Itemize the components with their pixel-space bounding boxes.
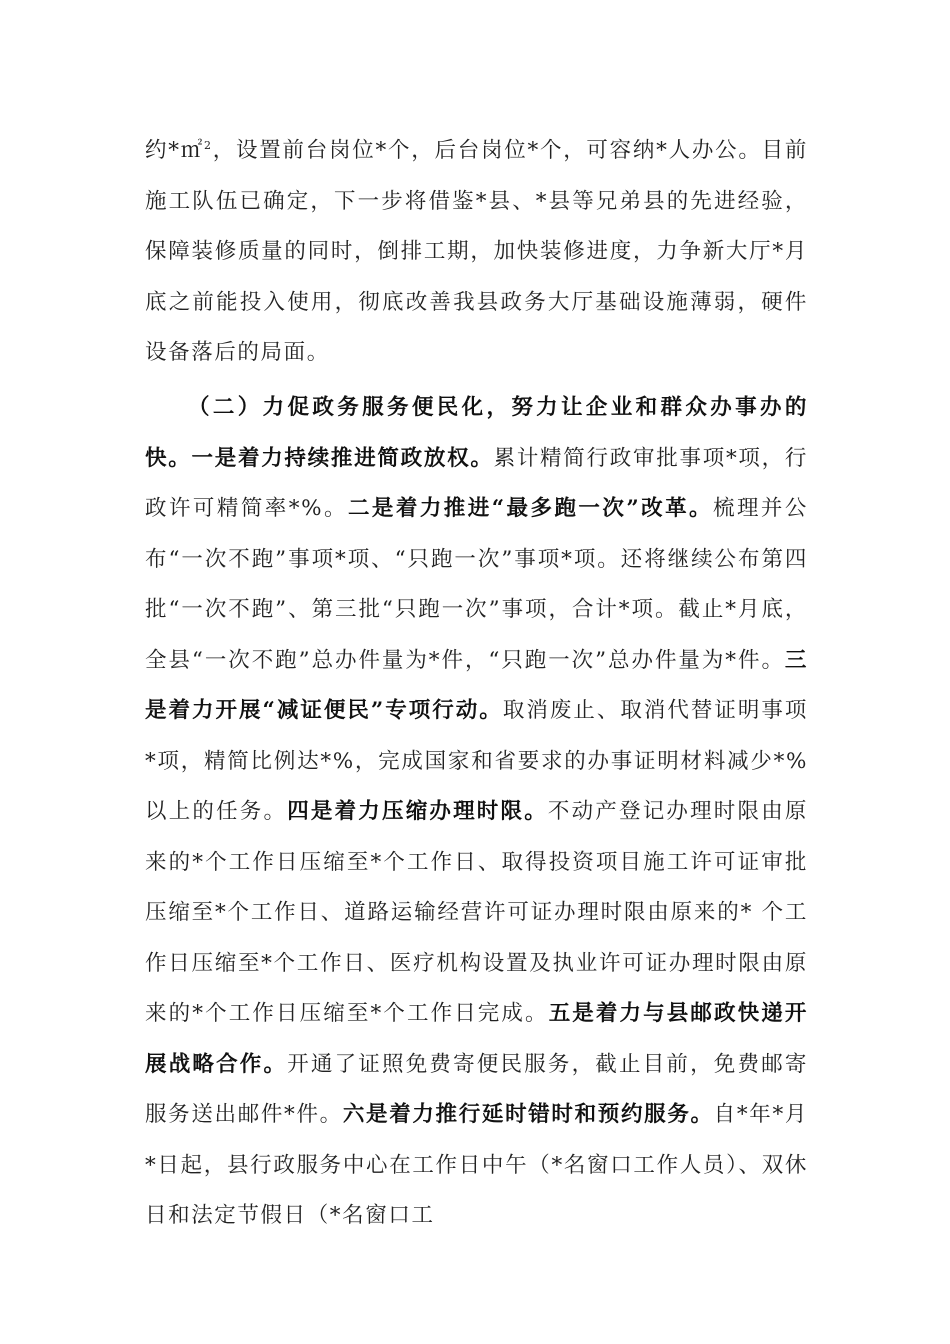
point-text: 开通了证照免费寄便民服务，截止目前，免费邮寄服务送出邮件*件。 xyxy=(145,1051,808,1127)
point-title: 二是着力推进“最多跑一次”改革。 xyxy=(347,496,714,521)
paragraph-text: ，设置前台岗位*个，后台岗位*个，可容纳*人办公。目前施工队伍已确定，下一步将借鉴*县、*县等兄弟县的先进经验，保障装修质量的同时，倒排工期，加快装修进度，力争新大厅*月底之前能投入使用，彻底改善我县政务大厅基础设施薄弱，硬件设备落后的局面。 xyxy=(145,138,808,365)
point-title: 五是着力与县邮政快递开展战略合作。 xyxy=(145,1001,808,1077)
point-text: 梳理并公布“一次不跑”事项*项、“只跑一次”事项*项。还将继续公布第四批“一次不跑”、第三批“只跑一次”事项，合计*项。截止*月底，全县“一次不跑”总办件量为*件，“只跑一次”总办件量为*件。 xyxy=(145,496,808,673)
point-text: 自*年*月*日起，县行政服务中心在工作日中午（*名窗口工作人员）、双休日和法定节假日（*名窗口工 xyxy=(145,1102,808,1228)
point-title: 四是着力压缩办理时限。 xyxy=(287,799,548,824)
superscript-2: 2 xyxy=(204,139,213,152)
point-title: 六是着力推行延时错时和预约服务。 xyxy=(342,1102,714,1127)
paragraph-hall-construction xyxy=(145,126,808,379)
point-text: 取消废止、取消代替证明事项*项，精简比例达*%，完成国家和省要求的办事证明材料减少*%以上的任务。 xyxy=(145,698,808,824)
point-text: 不动产登记办理时限由原来的*个工作日压缩至*个工作日、取得投资项目施工许可证审批压缩至*个工作日、道路运输经营许可证办理时限由原来的* 个工作日压缩至*个工作日、医疗机构设置及执业许可证办理时限由原来的*个工作日压缩至*个工作日完成。 xyxy=(145,799,808,1026)
point-text: 累计精简行政审批事项*项，行政许可精简率*%。 xyxy=(145,445,809,521)
point-title: 三是着力开展“减证便民”专项行动。 xyxy=(145,647,808,723)
point-title: 一是着力持续推进简政放权。 xyxy=(191,445,494,471)
paragraph-text: 约*㎡ xyxy=(145,138,204,163)
section-heading: （二）力促政务服务便民化，努力让企业和群众办事办的快。 xyxy=(145,395,808,471)
paragraph-convenience-services xyxy=(145,383,808,1242)
